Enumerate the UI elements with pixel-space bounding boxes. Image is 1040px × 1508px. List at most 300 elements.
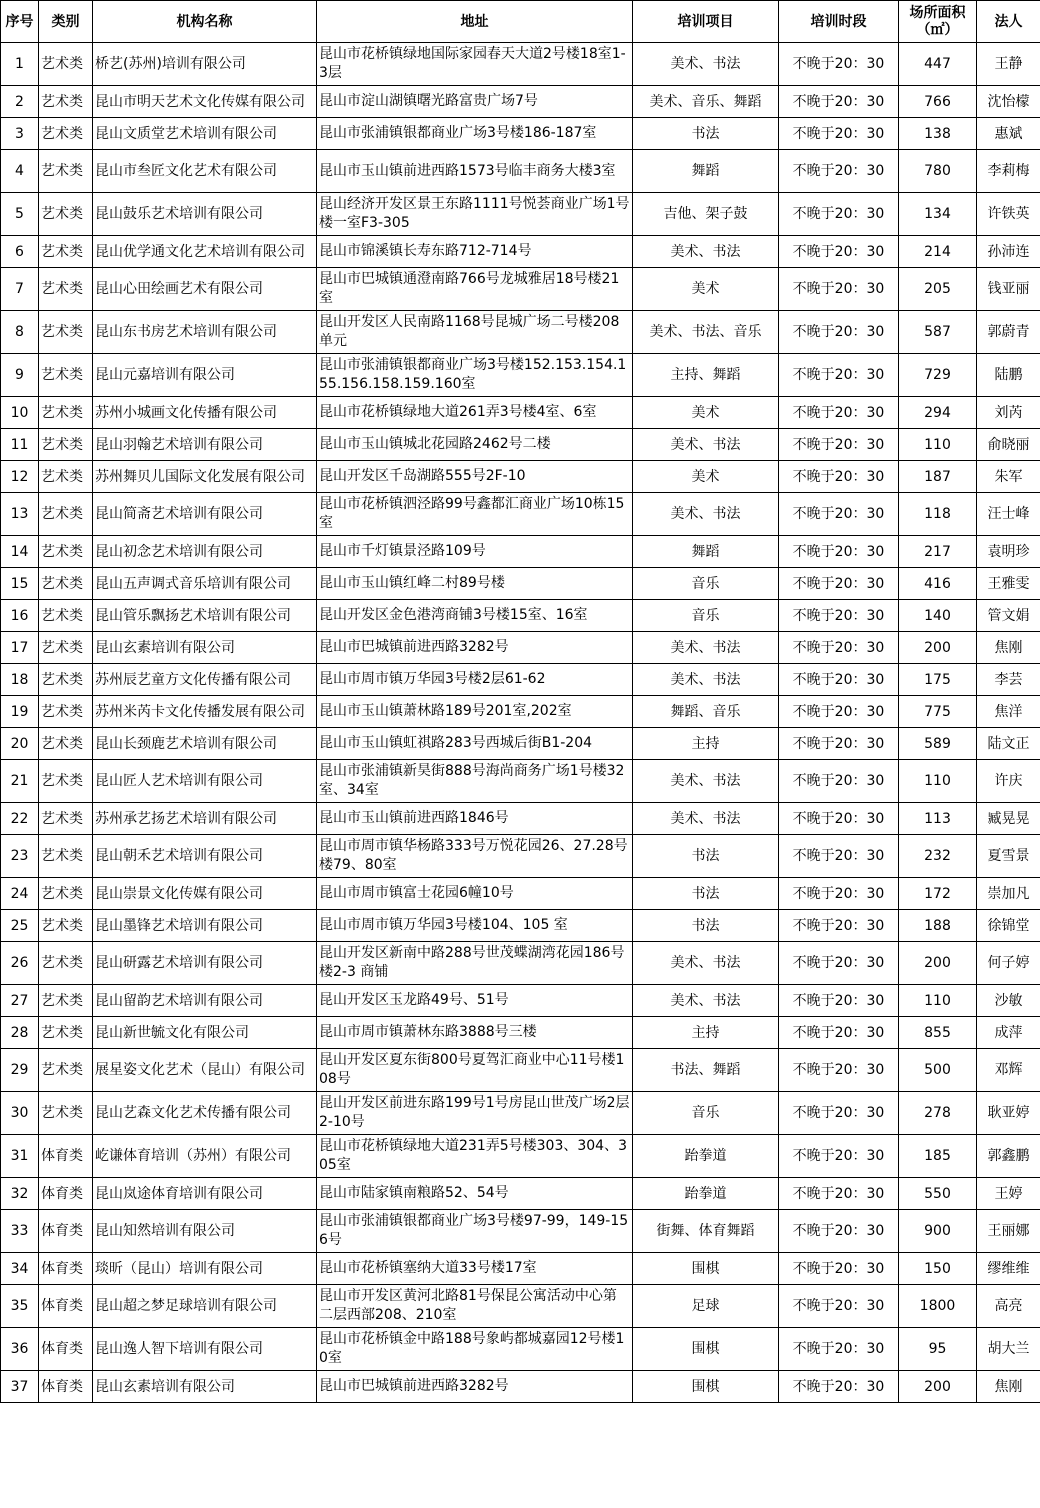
cell-index: 18 bbox=[1, 664, 39, 696]
cell-index: 35 bbox=[1, 1285, 39, 1328]
cell-legal-person: 崇加凡 bbox=[977, 878, 1040, 910]
table-row bbox=[1, 1092, 1040, 1135]
cell-index: 22 bbox=[1, 803, 39, 835]
cell-training-time: 不晚于20：30 bbox=[779, 118, 899, 150]
cell-training-project: 音乐 bbox=[633, 600, 779, 632]
table-row bbox=[1, 311, 1040, 354]
cell-area: 294 bbox=[899, 397, 977, 429]
table-row bbox=[1, 118, 1040, 150]
cell-area: 587 bbox=[899, 311, 977, 354]
cell-area: 217 bbox=[899, 536, 977, 568]
cell-area: 1800 bbox=[899, 1285, 977, 1328]
cell-address: 昆山开发区玉龙路49号、51号 bbox=[317, 985, 633, 1017]
table-row bbox=[1, 1210, 1040, 1253]
cell-index: 23 bbox=[1, 835, 39, 878]
cell-training-time: 不晚于20：30 bbox=[779, 1092, 899, 1135]
cell-legal-person: 王雅雯 bbox=[977, 568, 1040, 600]
cell-category: 艺术类 bbox=[39, 1017, 93, 1049]
table-row bbox=[1, 600, 1040, 632]
cell-training-time: 不晚于20：30 bbox=[779, 150, 899, 193]
cell-address: 昆山市千灯镇景泾路109号 bbox=[317, 536, 633, 568]
cell-training-project: 美术、书法 bbox=[633, 760, 779, 803]
cell-index: 21 bbox=[1, 760, 39, 803]
cell-address: 昆山开发区千岛湖路555号2F-10 bbox=[317, 461, 633, 493]
cell-index: 34 bbox=[1, 1253, 39, 1285]
cell-org-name: 昆山朝禾艺术培训有限公司 bbox=[93, 835, 317, 878]
table-row bbox=[1, 536, 1040, 568]
cell-category: 艺术类 bbox=[39, 664, 93, 696]
cell-area: 589 bbox=[899, 728, 977, 760]
cell-training-time: 不晚于20：30 bbox=[779, 1253, 899, 1285]
cell-category: 艺术类 bbox=[39, 354, 93, 397]
cell-legal-person: 李莉梅 bbox=[977, 150, 1040, 193]
cell-address: 昆山开发区金色港湾商铺3号楼15室、16室 bbox=[317, 600, 633, 632]
cell-legal-person: 郭蔚青 bbox=[977, 311, 1040, 354]
cell-org-name: 昆山玄素培训有限公司 bbox=[93, 632, 317, 664]
table-row bbox=[1, 1049, 1040, 1092]
table-row bbox=[1, 493, 1040, 536]
cell-legal-person: 王静 bbox=[977, 43, 1040, 86]
table-row bbox=[1, 696, 1040, 728]
cell-legal-person: 惠斌 bbox=[977, 118, 1040, 150]
cell-index: 1 bbox=[1, 43, 39, 86]
cell-training-project: 美术、书法 bbox=[633, 429, 779, 461]
cell-org-name: 昆山鼓乐艺术培训有限公司 bbox=[93, 193, 317, 236]
cell-address: 昆山开发区夏东街800号夏驾汇商业中心11号楼108号 bbox=[317, 1049, 633, 1092]
cell-org-name: 昆山逸人智下培训有限公司 bbox=[93, 1328, 317, 1371]
cell-address: 昆山市开发区黄河北路81号保昆公寓活动中心第二层西部208、210室 bbox=[317, 1285, 633, 1328]
cell-training-time: 不晚于20：30 bbox=[779, 354, 899, 397]
cell-index: 11 bbox=[1, 429, 39, 461]
cell-org-name: 昆山优学通文化艺术培训有限公司 bbox=[93, 236, 317, 268]
cell-legal-person: 孙沛连 bbox=[977, 236, 1040, 268]
cell-training-time: 不晚于20：30 bbox=[779, 1328, 899, 1371]
cell-training-project: 美术、书法 bbox=[633, 43, 779, 86]
cell-address: 昆山市张浦镇银都商业广场3号楼97-99，149-156号 bbox=[317, 1210, 633, 1253]
cell-category: 艺术类 bbox=[39, 760, 93, 803]
table-row bbox=[1, 728, 1040, 760]
cell-address: 昆山市巴城镇通澄南路766号龙城雅居18号楼21室 bbox=[317, 268, 633, 311]
cell-index: 6 bbox=[1, 236, 39, 268]
cell-address: 昆山市玉山镇萧林路189号201室,202室 bbox=[317, 696, 633, 728]
cell-training-time: 不晚于20：30 bbox=[779, 311, 899, 354]
table-row bbox=[1, 354, 1040, 397]
cell-org-name: 琰昕（昆山）培训有限公司 bbox=[93, 1253, 317, 1285]
table-row bbox=[1, 461, 1040, 493]
cell-legal-person: 袁明珍 bbox=[977, 536, 1040, 568]
cell-index: 15 bbox=[1, 568, 39, 600]
cell-index: 36 bbox=[1, 1328, 39, 1371]
cell-org-name: 昆山简斋艺术培训有限公司 bbox=[93, 493, 317, 536]
cell-area: 175 bbox=[899, 664, 977, 696]
cell-training-time: 不晚于20：30 bbox=[779, 1210, 899, 1253]
cell-org-name: 昆山长颈鹿艺术培训有限公司 bbox=[93, 728, 317, 760]
cell-training-time: 不晚于20：30 bbox=[779, 493, 899, 536]
cell-org-name: 苏州辰艺童方文化传播有限公司 bbox=[93, 664, 317, 696]
cell-area: 187 bbox=[899, 461, 977, 493]
cell-address: 昆山市玉山镇前进西路1846号 bbox=[317, 803, 633, 835]
cell-org-name: 苏州小城画文化传播有限公司 bbox=[93, 397, 317, 429]
cell-area: 200 bbox=[899, 632, 977, 664]
cell-training-time: 不晚于20：30 bbox=[779, 985, 899, 1017]
cell-org-name: 昆山初念艺术培训有限公司 bbox=[93, 536, 317, 568]
cell-training-time: 不晚于20：30 bbox=[779, 1178, 899, 1210]
cell-address: 昆山市周市镇万华园3号楼2层61-62 bbox=[317, 664, 633, 696]
table-row bbox=[1, 664, 1040, 696]
cell-index: 26 bbox=[1, 942, 39, 985]
table-row bbox=[1, 397, 1040, 429]
cell-category: 艺术类 bbox=[39, 150, 93, 193]
cell-address: 昆山市周市镇萧林东路3888号三楼 bbox=[317, 1017, 633, 1049]
cell-training-project: 围棋 bbox=[633, 1328, 779, 1371]
cell-area: 214 bbox=[899, 236, 977, 268]
cell-training-project: 书法 bbox=[633, 835, 779, 878]
cell-category: 艺术类 bbox=[39, 985, 93, 1017]
cell-index: 2 bbox=[1, 86, 39, 118]
table-row bbox=[1, 1135, 1040, 1178]
cell-training-time: 不晚于20：30 bbox=[779, 1371, 899, 1403]
cell-training-project: 舞蹈 bbox=[633, 536, 779, 568]
cell-legal-person: 胡大兰 bbox=[977, 1328, 1040, 1371]
cell-category: 艺术类 bbox=[39, 86, 93, 118]
cell-legal-person: 焦刚 bbox=[977, 1371, 1040, 1403]
cell-index: 5 bbox=[1, 193, 39, 236]
table-row bbox=[1, 1178, 1040, 1210]
cell-training-project: 主持、舞蹈 bbox=[633, 354, 779, 397]
cell-area: 278 bbox=[899, 1092, 977, 1135]
cell-legal-person: 王丽娜 bbox=[977, 1210, 1040, 1253]
table-row bbox=[1, 1253, 1040, 1285]
cell-category: 艺术类 bbox=[39, 536, 93, 568]
cell-org-name: 昆山留韵艺术培训有限公司 bbox=[93, 985, 317, 1017]
cell-org-name: 昆山艺森文化艺术传播有限公司 bbox=[93, 1092, 317, 1135]
cell-address: 昆山经济开发区景王东路1111号悦荟商业广场1号楼一室F3-305 bbox=[317, 193, 633, 236]
table-row bbox=[1, 268, 1040, 311]
table-header-row bbox=[1, 1, 1040, 43]
cell-training-project: 街舞、体育舞蹈 bbox=[633, 1210, 779, 1253]
cell-category: 艺术类 bbox=[39, 568, 93, 600]
cell-index: 14 bbox=[1, 536, 39, 568]
table-row bbox=[1, 985, 1040, 1017]
cell-training-project: 美术、书法 bbox=[633, 985, 779, 1017]
cell-training-project: 书法 bbox=[633, 118, 779, 150]
cell-org-name: 昆山五声调式音乐培训有限公司 bbox=[93, 568, 317, 600]
cell-area: 729 bbox=[899, 354, 977, 397]
cell-org-name: 昆山玄素培训有限公司 bbox=[93, 1371, 317, 1403]
cell-legal-person: 郭鑫鹏 bbox=[977, 1135, 1040, 1178]
cell-area: 138 bbox=[899, 118, 977, 150]
cell-address: 昆山市花桥镇绿地大道231弄5号楼303、304、305室 bbox=[317, 1135, 633, 1178]
cell-legal-person: 耿亚婷 bbox=[977, 1092, 1040, 1135]
cell-area: 766 bbox=[899, 86, 977, 118]
cell-address: 昆山市花桥镇绿地大道261弄3号楼4室、6室 bbox=[317, 397, 633, 429]
cell-org-name: 昆山市明天艺术文化传媒有限公司 bbox=[93, 86, 317, 118]
cell-index: 27 bbox=[1, 985, 39, 1017]
cell-legal-person: 何子婷 bbox=[977, 942, 1040, 985]
cell-category: 艺术类 bbox=[39, 600, 93, 632]
cell-area: 113 bbox=[899, 803, 977, 835]
cell-legal-person: 朱军 bbox=[977, 461, 1040, 493]
cell-index: 17 bbox=[1, 632, 39, 664]
cell-training-project: 跆拳道 bbox=[633, 1178, 779, 1210]
cell-org-name: 昆山东书房艺术培训有限公司 bbox=[93, 311, 317, 354]
cell-area: 140 bbox=[899, 600, 977, 632]
cell-address: 昆山市花桥镇泗泾路99号鑫都汇商业广场10栋15室 bbox=[317, 493, 633, 536]
header-training-time: 培训时段 bbox=[779, 1, 899, 43]
cell-area: 775 bbox=[899, 696, 977, 728]
cell-legal-person: 李芸 bbox=[977, 664, 1040, 696]
cell-org-name: 桥艺(苏州)培训有限公司 bbox=[93, 43, 317, 86]
cell-training-project: 音乐 bbox=[633, 568, 779, 600]
cell-area: 855 bbox=[899, 1017, 977, 1049]
cell-training-time: 不晚于20：30 bbox=[779, 728, 899, 760]
cell-training-time: 不晚于20：30 bbox=[779, 1017, 899, 1049]
cell-training-time: 不晚于20：30 bbox=[779, 461, 899, 493]
cell-area: 172 bbox=[899, 878, 977, 910]
cell-training-time: 不晚于20：30 bbox=[779, 268, 899, 311]
cell-training-project: 美术、书法、音乐 bbox=[633, 311, 779, 354]
cell-index: 3 bbox=[1, 118, 39, 150]
cell-org-name: 昆山研露艺术培训有限公司 bbox=[93, 942, 317, 985]
cell-category: 体育类 bbox=[39, 1135, 93, 1178]
table-row bbox=[1, 1371, 1040, 1403]
cell-category: 艺术类 bbox=[39, 43, 93, 86]
cell-category: 艺术类 bbox=[39, 942, 93, 985]
cell-address: 昆山市周市镇万华园3号楼104、105 室 bbox=[317, 910, 633, 942]
header-area: 场所面积（㎡） bbox=[899, 1, 977, 43]
cell-category: 艺术类 bbox=[39, 696, 93, 728]
cell-org-name: 昆山元嘉培训有限公司 bbox=[93, 354, 317, 397]
cell-training-project: 足球 bbox=[633, 1285, 779, 1328]
cell-address: 昆山市周市镇华杨路333号万悦花园26、27.28号楼79、80室 bbox=[317, 835, 633, 878]
header-org-name: 机构名称 bbox=[93, 1, 317, 43]
cell-address: 昆山市巴城镇前进西路3282号 bbox=[317, 632, 633, 664]
cell-training-time: 不晚于20：30 bbox=[779, 1049, 899, 1092]
cell-legal-person: 成萍 bbox=[977, 1017, 1040, 1049]
cell-address: 昆山市陆家镇南粮路52、54号 bbox=[317, 1178, 633, 1210]
table-row bbox=[1, 878, 1040, 910]
cell-area: 95 bbox=[899, 1328, 977, 1371]
cell-legal-person: 许铁英 bbox=[977, 193, 1040, 236]
cell-legal-person: 许庆 bbox=[977, 760, 1040, 803]
table-row bbox=[1, 1285, 1040, 1328]
table-row bbox=[1, 193, 1040, 236]
cell-training-project: 主持 bbox=[633, 728, 779, 760]
cell-category: 体育类 bbox=[39, 1328, 93, 1371]
cell-training-project: 美术 bbox=[633, 268, 779, 311]
cell-area: 188 bbox=[899, 910, 977, 942]
cell-index: 30 bbox=[1, 1092, 39, 1135]
table-row bbox=[1, 150, 1040, 193]
cell-training-time: 不晚于20：30 bbox=[779, 803, 899, 835]
cell-area: 134 bbox=[899, 193, 977, 236]
cell-legal-person: 陆文正 bbox=[977, 728, 1040, 760]
cell-legal-person: 汪士峰 bbox=[977, 493, 1040, 536]
cell-org-name: 展星姿文化艺术（昆山）有限公司 bbox=[93, 1049, 317, 1092]
cell-org-name: 昆山市叁匠文化艺术有限公司 bbox=[93, 150, 317, 193]
cell-address: 昆山开发区新南中路288号世茂蝶湖湾花园186号楼2-3 商铺 bbox=[317, 942, 633, 985]
cell-category: 艺术类 bbox=[39, 493, 93, 536]
cell-training-time: 不晚于20：30 bbox=[779, 397, 899, 429]
cell-index: 32 bbox=[1, 1178, 39, 1210]
table-row bbox=[1, 803, 1040, 835]
table-row bbox=[1, 632, 1040, 664]
cell-org-name: 昆山心田绘画艺术有限公司 bbox=[93, 268, 317, 311]
cell-org-name: 昆山崇景文化传媒有限公司 bbox=[93, 878, 317, 910]
cell-category: 艺术类 bbox=[39, 397, 93, 429]
cell-index: 37 bbox=[1, 1371, 39, 1403]
header-training-project: 培训项目 bbox=[633, 1, 779, 43]
cell-index: 7 bbox=[1, 268, 39, 311]
cell-org-name: 苏州舞贝儿国际文化发展有限公司 bbox=[93, 461, 317, 493]
cell-legal-person: 邓辉 bbox=[977, 1049, 1040, 1092]
cell-legal-person: 焦洋 bbox=[977, 696, 1040, 728]
cell-category: 艺术类 bbox=[39, 878, 93, 910]
cell-legal-person: 焦刚 bbox=[977, 632, 1040, 664]
cell-org-name: 屹谦体育培训（苏州）有限公司 bbox=[93, 1135, 317, 1178]
cell-index: 8 bbox=[1, 311, 39, 354]
cell-address: 昆山市巴城镇前进西路3282号 bbox=[317, 1371, 633, 1403]
cell-category: 艺术类 bbox=[39, 632, 93, 664]
table-row bbox=[1, 760, 1040, 803]
cell-training-project: 书法 bbox=[633, 878, 779, 910]
cell-area: 447 bbox=[899, 43, 977, 86]
cell-address: 昆山开发区前进东路199号1号房昆山世茂广场2层2-10号 bbox=[317, 1092, 633, 1135]
cell-legal-person: 管文娟 bbox=[977, 600, 1040, 632]
header-legal-person: 法人 bbox=[977, 1, 1040, 43]
cell-address: 昆山市玉山镇城北花园路2462号二楼 bbox=[317, 429, 633, 461]
cell-index: 19 bbox=[1, 696, 39, 728]
cell-category: 体育类 bbox=[39, 1253, 93, 1285]
cell-address: 昆山市玉山镇红峰二村89号楼 bbox=[317, 568, 633, 600]
cell-category: 艺术类 bbox=[39, 429, 93, 461]
cell-org-name: 苏州承艺扬艺术培训有限公司 bbox=[93, 803, 317, 835]
cell-org-name: 昆山羽翰艺术培训有限公司 bbox=[93, 429, 317, 461]
cell-index: 16 bbox=[1, 600, 39, 632]
cell-category: 体育类 bbox=[39, 1210, 93, 1253]
cell-index: 12 bbox=[1, 461, 39, 493]
table-row bbox=[1, 1328, 1040, 1371]
cell-training-project: 跆拳道 bbox=[633, 1135, 779, 1178]
cell-address: 昆山市花桥镇绿地国际家园春天大道2号楼18室1-3层 bbox=[317, 43, 633, 86]
cell-address: 昆山市花桥镇金中路188号象屿都城嘉园12号楼10室 bbox=[317, 1328, 633, 1371]
cell-area: 500 bbox=[899, 1049, 977, 1092]
table-body bbox=[1, 43, 1040, 1403]
cell-training-time: 不晚于20：30 bbox=[779, 429, 899, 461]
cell-area: 900 bbox=[899, 1210, 977, 1253]
cell-address: 昆山开发区人民南路1168号昆城广场二号楼208单元 bbox=[317, 311, 633, 354]
cell-org-name: 苏州米芮卡文化传播发展有限公司 bbox=[93, 696, 317, 728]
table-row bbox=[1, 43, 1040, 86]
cell-area: 110 bbox=[899, 760, 977, 803]
cell-training-time: 不晚于20：30 bbox=[779, 86, 899, 118]
cell-legal-person: 钱亚丽 bbox=[977, 268, 1040, 311]
cell-org-name: 昆山知然培训有限公司 bbox=[93, 1210, 317, 1253]
cell-org-name: 昆山超之梦足球培训有限公司 bbox=[93, 1285, 317, 1328]
cell-training-project: 美术、书法 bbox=[633, 632, 779, 664]
cell-category: 艺术类 bbox=[39, 728, 93, 760]
cell-category: 艺术类 bbox=[39, 236, 93, 268]
cell-area: 110 bbox=[899, 985, 977, 1017]
cell-training-project: 美术、书法 bbox=[633, 803, 779, 835]
cell-training-project: 书法 bbox=[633, 910, 779, 942]
cell-org-name: 昆山管乐飘扬艺术培训有限公司 bbox=[93, 600, 317, 632]
cell-address: 昆山市花桥镇塞纳大道33号楼17室 bbox=[317, 1253, 633, 1285]
cell-training-project: 书法、舞蹈 bbox=[633, 1049, 779, 1092]
cell-training-time: 不晚于20：30 bbox=[779, 193, 899, 236]
cell-training-time: 不晚于20：30 bbox=[779, 536, 899, 568]
cell-index: 4 bbox=[1, 150, 39, 193]
cell-training-time: 不晚于20：30 bbox=[779, 600, 899, 632]
table-row bbox=[1, 236, 1040, 268]
cell-legal-person: 臧晃晃 bbox=[977, 803, 1040, 835]
cell-category: 体育类 bbox=[39, 1178, 93, 1210]
cell-training-project: 美术、音乐、舞蹈 bbox=[633, 86, 779, 118]
cell-index: 13 bbox=[1, 493, 39, 536]
cell-training-time: 不晚于20：30 bbox=[779, 236, 899, 268]
table-row bbox=[1, 910, 1040, 942]
cell-training-project: 吉他、架子鼓 bbox=[633, 193, 779, 236]
cell-category: 艺术类 bbox=[39, 1049, 93, 1092]
cell-area: 150 bbox=[899, 1253, 977, 1285]
cell-index: 33 bbox=[1, 1210, 39, 1253]
cell-index: 20 bbox=[1, 728, 39, 760]
header-category: 类别 bbox=[39, 1, 93, 43]
cell-category: 艺术类 bbox=[39, 268, 93, 311]
cell-training-time: 不晚于20：30 bbox=[779, 878, 899, 910]
cell-category: 艺术类 bbox=[39, 193, 93, 236]
cell-training-time: 不晚于20：30 bbox=[779, 942, 899, 985]
cell-category: 艺术类 bbox=[39, 461, 93, 493]
cell-training-time: 不晚于20：30 bbox=[779, 910, 899, 942]
cell-training-project: 美术 bbox=[633, 461, 779, 493]
cell-address: 昆山市玉山镇虹祺路283号西城后街B1-204 bbox=[317, 728, 633, 760]
cell-training-time: 不晚于20：30 bbox=[779, 632, 899, 664]
cell-training-project: 围棋 bbox=[633, 1253, 779, 1285]
cell-area: 416 bbox=[899, 568, 977, 600]
cell-area: 550 bbox=[899, 1178, 977, 1210]
cell-index: 28 bbox=[1, 1017, 39, 1049]
cell-training-time: 不晚于20：30 bbox=[779, 43, 899, 86]
cell-training-project: 美术、书法 bbox=[633, 493, 779, 536]
cell-address: 昆山市玉山镇前进西路1573号临丰商务大楼3室 bbox=[317, 150, 633, 193]
cell-category: 艺术类 bbox=[39, 311, 93, 354]
cell-training-time: 不晚于20：30 bbox=[779, 835, 899, 878]
cell-category: 艺术类 bbox=[39, 803, 93, 835]
cell-org-name: 昆山文质堂艺术培训有限公司 bbox=[93, 118, 317, 150]
cell-legal-person: 王婷 bbox=[977, 1178, 1040, 1210]
header-address: 地址 bbox=[317, 1, 633, 43]
cell-training-project: 围棋 bbox=[633, 1371, 779, 1403]
cell-address: 昆山市张浦镇新昊街888号海尚商务广场1号楼32室、34室 bbox=[317, 760, 633, 803]
header-index: 序号 bbox=[1, 1, 39, 43]
cell-area: 118 bbox=[899, 493, 977, 536]
cell-legal-person: 沙敏 bbox=[977, 985, 1040, 1017]
table-row bbox=[1, 835, 1040, 878]
cell-org-name: 昆山匠人艺术培训有限公司 bbox=[93, 760, 317, 803]
cell-training-project: 舞蹈 bbox=[633, 150, 779, 193]
cell-index: 31 bbox=[1, 1135, 39, 1178]
cell-category: 艺术类 bbox=[39, 118, 93, 150]
cell-training-project: 音乐 bbox=[633, 1092, 779, 1135]
cell-address: 昆山市张浦镇银都商业广场3号楼186-187室 bbox=[317, 118, 633, 150]
cell-legal-person: 俞晓丽 bbox=[977, 429, 1040, 461]
cell-address: 昆山市淀山湖镇曙光路富贵广场7号 bbox=[317, 86, 633, 118]
cell-index: 24 bbox=[1, 878, 39, 910]
cell-category: 体育类 bbox=[39, 1371, 93, 1403]
cell-area: 205 bbox=[899, 268, 977, 311]
cell-category: 艺术类 bbox=[39, 1092, 93, 1135]
